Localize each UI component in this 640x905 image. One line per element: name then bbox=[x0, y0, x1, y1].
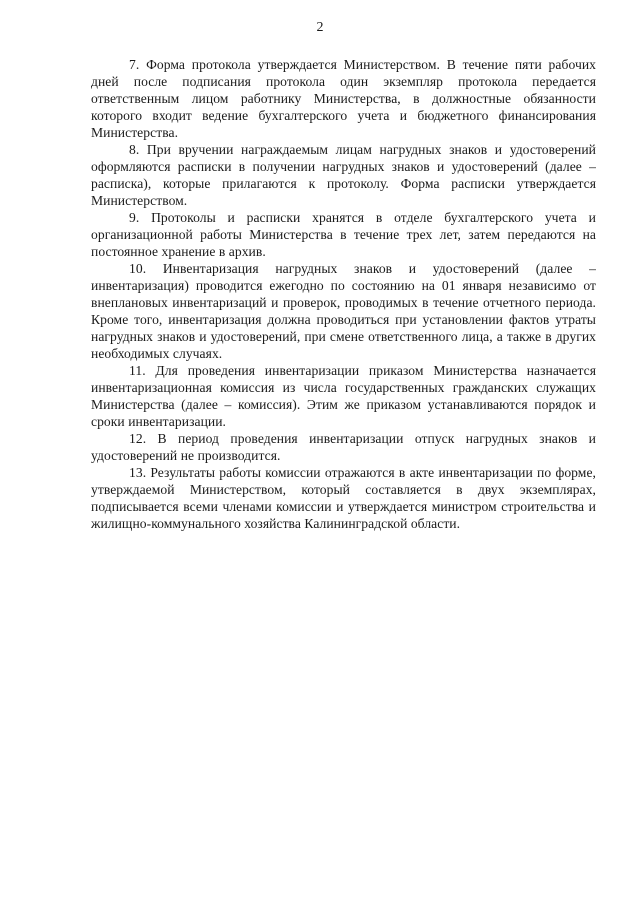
paragraph-13: 13. Результаты работы комиссии отражаются в акте инвентаризации по форме, утверждаемой Министерством, который составляется в двух экземплярах, подписывается всеми членами комиссии и утверждается министром строительства и жилищно-коммунального хозяйства Калининградской области. bbox=[91, 465, 596, 531]
paragraph-11: 11. Для проведения инвентаризации приказом Министерства назначается инвентаризационная комиссия из числа государственных гражданских служащих Министерства (далее – комиссия). Этим же приказом устанавливаются порядок и сроки инвентаризации. bbox=[91, 363, 596, 429]
paragraph-10: 10. Инвентаризация нагрудных знаков и удостоверений (далее – инвентаризация) проводится ежегодно по состоянию на 01 января независимо от внеплановых инвентаризаций и проверок, проводимых в течение отчетного периода. Кроме того, инвентаризация должна проводиться при установлении фактов утраты нагрудных знаков и удостоверений, при смене ответственного лица, а также в других необходимых случаях. bbox=[91, 261, 596, 361]
paragraph-12: 12. В период проведения инвентаризации отпуск нагрудных знаков и удостоверений не производится. bbox=[91, 431, 596, 463]
document-body bbox=[91, 56, 596, 532]
paragraph-9: 9. Протоколы и расписки хранятся в отделе бухгалтерского учета и организационной работы Министерства в течение трех лет, затем передаются на постоянное хранение в архив. bbox=[91, 210, 596, 259]
page-number: 2 bbox=[316, 20, 324, 35]
paragraph-7: 7. Форма протокола утверждается Министерством. В течение пяти рабочих дней после подписания протокола один экземпляр протокола передается ответственным лицом работнику Министерства, в должностные обязанности которого входит ведение бухгалтерского учета и бюджетного финансирования Министерства. bbox=[91, 57, 596, 140]
paragraph-8: 8. При вручении награждаемым лицам нагрудных знаков и удостоверений оформляются расписки в получении нагрудных знаков и удостоверений (далее – расписка), которые прилагаются к протоколу. Форма расписки утверждается Министерством. bbox=[91, 142, 596, 208]
